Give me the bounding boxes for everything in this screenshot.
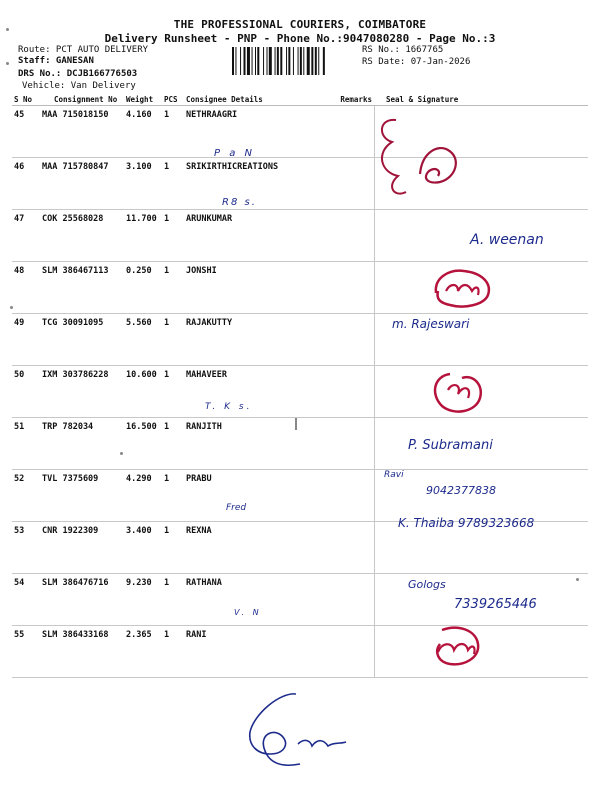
row-consignee: NETHRAAGRI xyxy=(184,106,334,158)
handwritten-signature: A. weenan xyxy=(470,232,544,248)
row-consignee: ARUNKUMAR xyxy=(184,210,334,262)
row-weight: 5.560 xyxy=(124,314,162,366)
row-sno: 54 xyxy=(12,574,40,626)
scan-speck xyxy=(10,306,13,309)
row-weight: 4.160 xyxy=(124,106,162,158)
table-row xyxy=(12,106,588,158)
scan-speck xyxy=(6,62,9,65)
drs-label: DRS No.: DCJB166776503 xyxy=(18,69,138,79)
row-consignee: REXNA xyxy=(184,522,334,574)
table-row xyxy=(12,314,588,366)
handwritten-signature: Gologs xyxy=(408,578,446,591)
col-consignee: Consignee Details xyxy=(184,94,334,106)
row-weight: 9.230 xyxy=(124,574,162,626)
row-consignee: SRIKIRTHICREATIONS xyxy=(184,158,334,210)
rs-number: RS No.: 1667765 xyxy=(362,45,444,55)
signature-stamp xyxy=(428,622,488,670)
row-remarks xyxy=(334,210,374,262)
handwritten-signature: K. Thaiba 9789323668 xyxy=(398,516,535,530)
row-sno: 53 xyxy=(12,522,40,574)
table-row xyxy=(12,158,588,210)
row-consignment-no: COK 25568028 xyxy=(40,210,124,262)
row-consignment-no: TRP 782034 xyxy=(40,418,124,470)
row-weight: 4.290 xyxy=(124,470,162,522)
signature-stamp xyxy=(428,265,498,310)
row-consignment-no: SLM 386476716 xyxy=(40,574,124,626)
row-remarks xyxy=(334,366,374,418)
row-consignment-no: MAA 715780847 xyxy=(40,158,124,210)
handwritten-note: Fred xyxy=(226,503,247,513)
col-weight: Weight xyxy=(124,94,162,106)
row-pcs: 1 xyxy=(162,470,184,522)
row-pcs: 1 xyxy=(162,210,184,262)
row-consignment-no: IXM 303786228 xyxy=(40,366,124,418)
row-consignee: RANJITH xyxy=(184,418,334,470)
handwritten-signature: m. Rajeswari xyxy=(392,317,470,331)
row-consignment-no: TVL 7375609 xyxy=(40,470,124,522)
row-sno: 48 xyxy=(12,262,40,314)
table-row xyxy=(12,366,588,418)
col-sno: S No xyxy=(12,94,40,106)
handwritten-note: V. N xyxy=(234,608,262,617)
row-consignment-no: SLM 386467113 xyxy=(40,262,124,314)
staff-label: Staff: GANESAN xyxy=(18,56,94,66)
row-weight: 3.100 xyxy=(124,158,162,210)
vehicle-label: Vehicle: Van Delivery xyxy=(22,81,136,91)
row-consignment-no: SLM 386433168 xyxy=(40,626,124,678)
row-consignee: RATHANA xyxy=(184,574,334,626)
handwritten-note: R8 s. xyxy=(222,197,257,208)
row-pcs: 1 xyxy=(162,574,184,626)
col-consignment: Consignment No xyxy=(40,94,124,106)
row-sno: 52 xyxy=(12,470,40,522)
row-weight: 3.400 xyxy=(124,522,162,574)
handwritten-note: T. K s. xyxy=(205,402,253,412)
runsheet-table xyxy=(12,94,588,678)
row-consignment-no: CNR 1922309 xyxy=(40,522,124,574)
row-consignee: RANI xyxy=(184,626,334,678)
row-remarks xyxy=(334,574,374,626)
company-title: THE PROFESSIONAL COURIERS, COIMBATORE xyxy=(173,18,427,31)
signature-scribble xyxy=(376,112,476,204)
scan-speck xyxy=(576,578,579,581)
row-consignee: PRABU xyxy=(184,470,334,522)
handwritten-note: P a N xyxy=(214,148,255,159)
row-pcs: 1 xyxy=(162,158,184,210)
row-sno: 50 xyxy=(12,366,40,418)
row-remarks xyxy=(334,158,374,210)
table-header-row xyxy=(12,94,588,106)
row-pcs: 1 xyxy=(162,106,184,158)
row-consignment-no: MAA 715018150 xyxy=(40,106,124,158)
row-remarks xyxy=(334,314,374,366)
row-pcs: 1 xyxy=(162,366,184,418)
row-weight: 2.365 xyxy=(124,626,162,678)
row-pcs: 1 xyxy=(162,262,184,314)
barcode xyxy=(232,47,356,75)
route-label: Route: PCT AUTO DELIVERY xyxy=(18,45,149,55)
row-sno: 49 xyxy=(12,314,40,366)
col-seal-signature: Seal & Signature xyxy=(374,94,588,106)
row-sno: 51 xyxy=(12,418,40,470)
handwritten-signature: Ravi xyxy=(384,470,404,480)
table-row xyxy=(12,626,588,678)
scan-speck xyxy=(295,418,297,430)
table-row xyxy=(12,262,588,314)
row-sno: 55 xyxy=(12,626,40,678)
row-remarks xyxy=(334,626,374,678)
table-row xyxy=(12,418,588,470)
row-remarks xyxy=(334,418,374,470)
row-remarks xyxy=(334,106,374,158)
row-sno: 46 xyxy=(12,158,40,210)
row-consignment-no: TCG 30091095 xyxy=(40,314,124,366)
table-row xyxy=(12,470,588,522)
row-consignee: RAJAKUTTY xyxy=(184,314,334,366)
scan-speck xyxy=(6,28,9,31)
row-remarks xyxy=(334,522,374,574)
row-weight: 10.600 xyxy=(124,366,162,418)
row-sno: 47 xyxy=(12,210,40,262)
handwritten-signature: P. Subramani xyxy=(408,438,493,453)
staff-signature xyxy=(240,684,350,774)
row-weight: 11.700 xyxy=(124,210,162,262)
row-consignee: MAHAVEER xyxy=(184,366,334,418)
row-pcs: 1 xyxy=(162,418,184,470)
row-pcs: 1 xyxy=(162,626,184,678)
row-remarks xyxy=(334,470,374,522)
row-sno: 45 xyxy=(12,106,40,158)
row-weight: 16.500 xyxy=(124,418,162,470)
scan-speck xyxy=(120,452,123,455)
handwritten-phone: 7339265446 xyxy=(454,597,537,612)
row-pcs: 1 xyxy=(162,522,184,574)
row-consignee: JONSHI xyxy=(184,262,334,314)
col-remarks: Remarks xyxy=(334,94,374,106)
handwritten-phone: 9042377838 xyxy=(426,484,496,497)
runsheet-subtitle: Delivery Runsheet - PNP - Phone No.:9047080280 - Page No.:3 xyxy=(104,32,496,45)
row-pcs: 1 xyxy=(162,314,184,366)
col-pcs: PCS xyxy=(162,94,184,106)
row-weight: 0.250 xyxy=(124,262,162,314)
signature-stamp xyxy=(428,368,488,420)
rs-date: RS Date: 07-Jan-2026 xyxy=(362,57,471,67)
row-remarks xyxy=(334,262,374,314)
